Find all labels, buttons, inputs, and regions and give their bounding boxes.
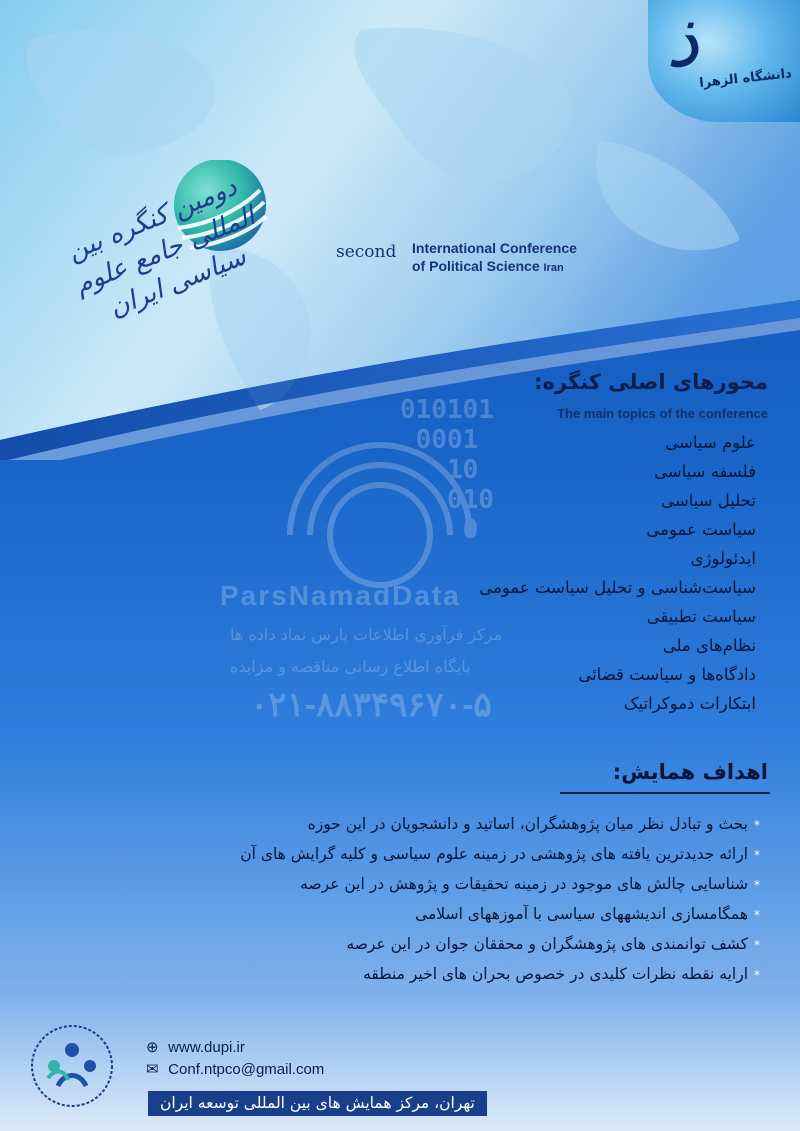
bullet-star-icon: * xyxy=(754,878,760,892)
topic-item: علوم سیاسی xyxy=(665,433,756,452)
organizer-emblem-icon xyxy=(28,1020,116,1116)
watermark-binary-digits: 010101 0001 10 010 0 xyxy=(400,395,494,545)
title-second-word: second xyxy=(336,242,397,262)
conference-logo xyxy=(60,160,280,340)
goals-underline xyxy=(560,792,770,794)
topics-list xyxy=(336,428,756,718)
globe-icon: ⊕ xyxy=(146,1039,159,1056)
goal-item: *ارائه جدیدترین یافته های پژوهشی در زمینه علوم سیاسی و کلیه گرایش های آن xyxy=(240,845,760,863)
topic-item: نظام‌های ملی xyxy=(662,636,756,655)
watermark-brand: ParsNamadData xyxy=(220,580,461,611)
bullet-star-icon: * xyxy=(754,908,760,922)
title-line-2: of Political Science Iran xyxy=(412,258,564,274)
topic-item: ابتکارات دموکراتیک xyxy=(623,694,756,713)
watermark-phone: ۰۲۱-۸۸۳۴۹۶۷۰-۵ xyxy=(250,686,492,724)
topic-item: تحلیل سیاسی xyxy=(661,491,756,510)
topics-heading: محورهای اصلی کنگره: xyxy=(534,370,768,394)
website-row[interactable] xyxy=(146,1038,506,1060)
address-banner: تهران، مرکز همایش های بین المللی توسعه ایران xyxy=(148,1091,487,1116)
website-link[interactable]: www.dupi.ir xyxy=(168,1039,245,1056)
topic-item: سیاست تطبیقی xyxy=(646,607,756,626)
goal-item: *کشف توانمندی های پژوهشگران و محققان جوان در این عرصه xyxy=(346,935,760,953)
goal-item: *بحث و تبادل نظر میان پژوهشگران، اساتید و دانشجویان در این حوزه xyxy=(307,815,760,833)
bullet-star-icon: * xyxy=(754,938,760,952)
topic-item: فلسفه سیاسی xyxy=(654,462,756,481)
title-line-1: International Conference xyxy=(412,240,577,256)
bullet-star-icon: * xyxy=(754,818,760,832)
organizer-logo xyxy=(28,1020,116,1116)
goals-heading: اهداف همایش: xyxy=(612,760,768,784)
watermark-line-1: مرکز فرآوری اطلاعات پارس نماد داده ها xyxy=(230,625,503,644)
university-name: دانشگاه الزهرا xyxy=(698,66,793,91)
topic-item: ایدئولوژی xyxy=(690,549,756,568)
university-emblem-icon: ذ xyxy=(666,0,699,84)
bullet-star-icon: * xyxy=(754,848,760,862)
watermark-line-2: پایگاه اطلاع رسانی مناقصه و مزایده xyxy=(230,657,471,676)
bullet-star-icon: * xyxy=(754,968,760,982)
title-iran-suffix: Iran xyxy=(543,262,564,274)
topics-subheading: The main topics of the conference xyxy=(557,406,768,421)
email-row[interactable] xyxy=(146,1060,506,1082)
goal-item: *همگامسازی اندیشههای سیاسی با آموزههای اسلامی xyxy=(415,905,760,923)
goal-item: *ارایه نقطه نظرات کلیدی در خصوص بحران های اخیر منطقه xyxy=(363,965,760,983)
conference-persian-title: دومین کنگره بین المللی جامع علوم سیاسی ایران xyxy=(63,171,260,324)
email-link[interactable]: Conf.ntpco@gmail.com xyxy=(168,1061,325,1078)
university-logo xyxy=(648,0,800,122)
topic-item: دادگاه‌ها و سیاست قضائی xyxy=(578,665,756,684)
mail-icon: ✉ xyxy=(146,1061,159,1078)
contact-block xyxy=(146,1038,506,1082)
topic-item: سیاست عمومی xyxy=(646,520,756,539)
goal-item: *شناسایی چالش های موجود در زمینه تحقیقات و پژوهش در این عرصه xyxy=(300,875,760,893)
conference-english-title xyxy=(336,240,636,280)
topic-item: سیاست‌شناسی و تحلیل سیاست عمومی xyxy=(479,578,756,597)
goals-list xyxy=(60,810,760,990)
